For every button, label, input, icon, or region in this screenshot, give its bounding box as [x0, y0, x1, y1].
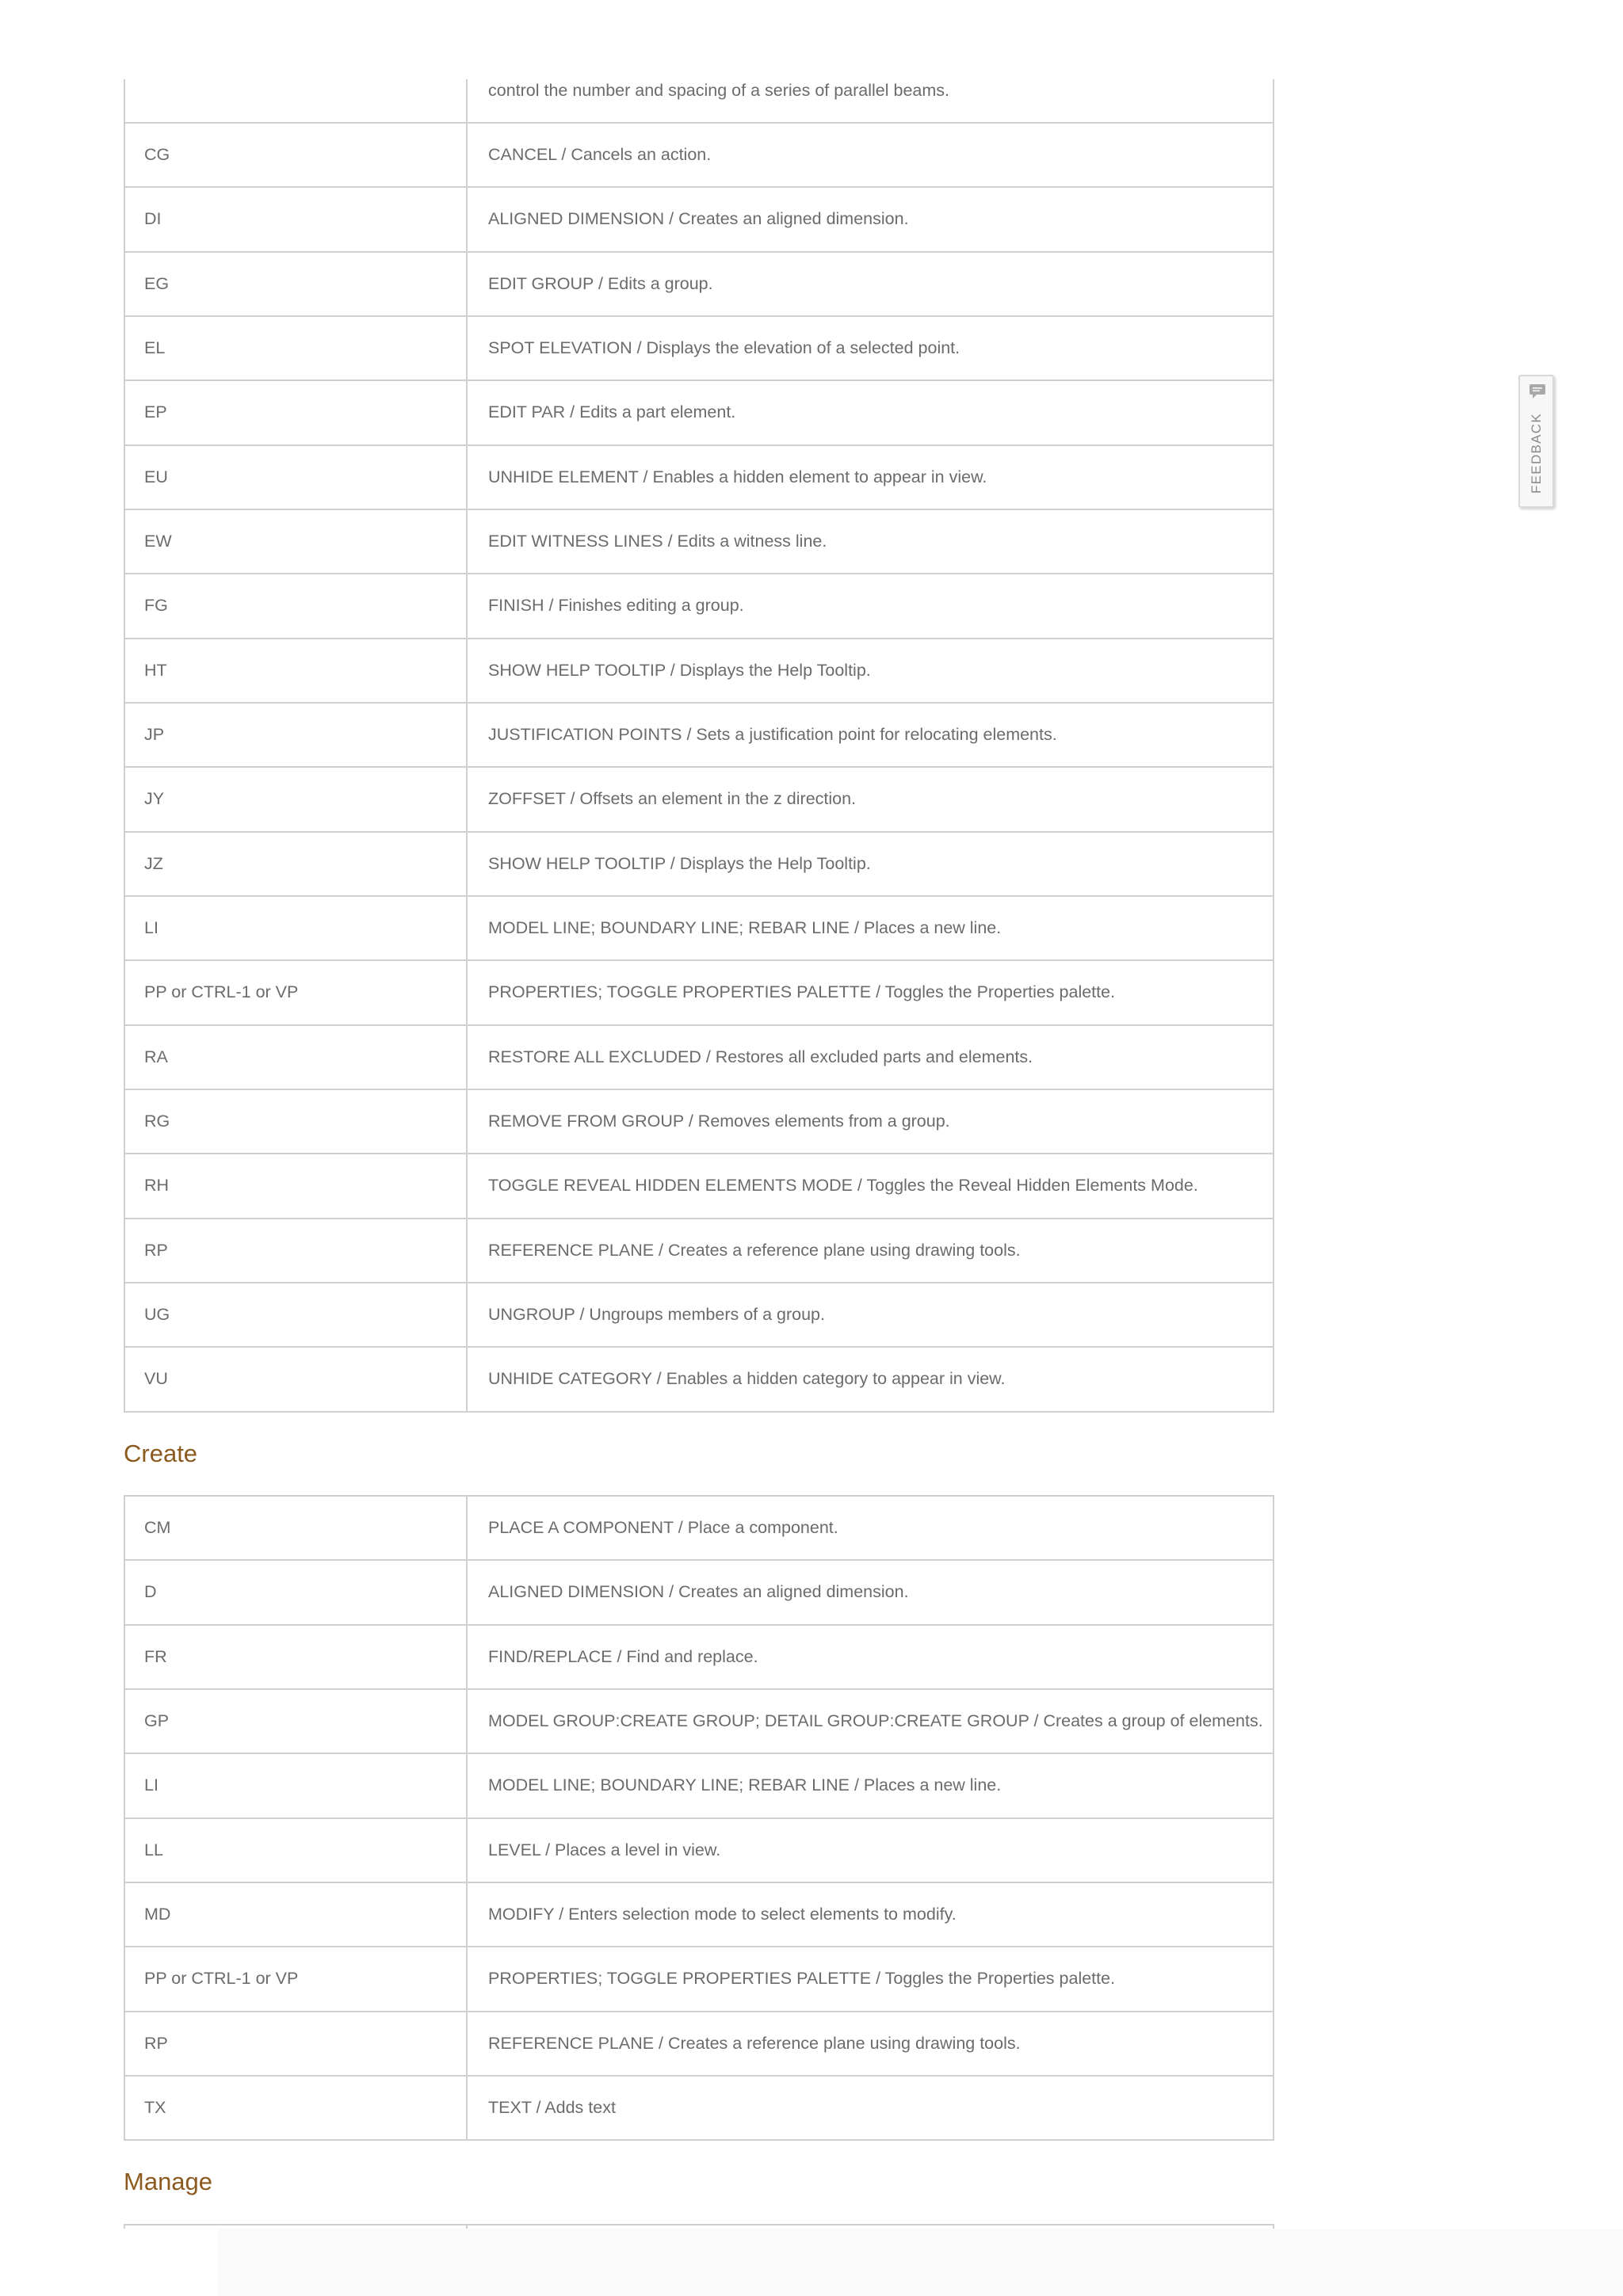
shortcut-description-cell: REMOVE FROM GROUP / Removes elements from a group. — [488, 1112, 950, 1131]
shortcut-key-cell: CM — [125, 1497, 468, 1559]
shortcut-description-cell: TEXT / Adds text — [488, 2098, 616, 2118]
table-row — [125, 1497, 1273, 1561]
shortcut-key-cell: MD — [125, 1883, 468, 1946]
table-row — [125, 961, 1273, 1025]
shortcut-key-cell: RA — [125, 1026, 468, 1089]
table-row — [125, 897, 1273, 961]
shortcut-key-cell: LL — [125, 1819, 468, 1882]
shortcut-description-cell: PROPERTIES; TOGGLE PROPERTIES PALETTE / Toggles the Properties palette. — [488, 1969, 1116, 1989]
shortcut-key-cell: PP or CTRL-1 or VP — [125, 1947, 468, 2010]
table-row — [125, 1561, 1273, 1625]
shortcut-key-cell: DI — [125, 188, 468, 250]
shortcut-description-cell: UNHIDE ELEMENT / Enables a hidden element to appear in view. — [488, 467, 987, 486]
shortcut-description-cell: SHOW HELP TOOLTIP / Displays the Help Tooltip. — [488, 853, 871, 873]
feedback-label: FEEDBACK — [1528, 412, 1544, 494]
table-row — [125, 768, 1273, 832]
table-row — [125, 1754, 1273, 1818]
speech-bubble-icon — [1529, 383, 1546, 399]
shortcut-key-cell: JP — [125, 704, 468, 766]
shortcut-description-cell: EDIT WITNESS LINES / Edits a witness line. — [488, 532, 827, 551]
table-row — [125, 1348, 1273, 1412]
section-heading-manage: Manage — [124, 2168, 213, 2195]
shortcut-key-cell: JZ — [125, 833, 468, 895]
shortcut-description-cell: SHOW HELP TOOLTIP / Displays the Help Tooltip. — [488, 660, 871, 680]
shortcut-description-cell: PROPERTIES; TOGGLE PROPERTIES PALETTE / Toggles the Properties palette. — [488, 982, 1116, 1002]
shortcut-key-cell: LI — [125, 1754, 468, 1817]
shortcut-description-cell: MODEL GROUP:CREATE GROUP; DETAIL GROUP:CREATE GROUP / Creates a group of elements. — [488, 1711, 1263, 1731]
shortcut-key-cell: RP — [125, 2012, 468, 2075]
shortcut-key-cell: LI — [125, 897, 468, 959]
shortcut-description-cell: UNHIDE CATEGORY / Enables a hidden category to appear in view. — [488, 1369, 1006, 1389]
shortcut-key-cell: CG — [125, 124, 468, 186]
table-row — [125, 1626, 1273, 1690]
table-row — [125, 317, 1273, 381]
feedback-tab[interactable] — [1518, 375, 1554, 508]
shortcut-description-cell: PLACE A COMPONENT / Place a component. — [488, 1518, 838, 1538]
shortcut-key-cell: VU — [125, 1348, 468, 1410]
shortcut-key-cell: EL — [125, 317, 468, 379]
footer-overlay — [0, 2229, 1623, 2296]
table-row — [125, 1154, 1273, 1219]
shortcut-description-cell: FIND/REPLACE / Find and replace. — [488, 1646, 758, 1666]
footer-panel — [218, 2229, 1623, 2296]
table-row — [125, 2077, 1273, 2141]
table-row — [125, 253, 1273, 317]
shortcut-key-cell: EW — [125, 510, 468, 573]
shortcut-description-cell: REFERENCE PLANE / Creates a reference plane using drawing tools. — [488, 1240, 1021, 1260]
shortcut-description-cell: SPOT ELEVATION / Displays the elevation of a selected point. — [488, 338, 960, 358]
table-row — [125, 1283, 1273, 1348]
table-row — [125, 1883, 1273, 1947]
shortcut-key-cell: EG — [125, 253, 468, 315]
table-row — [125, 1219, 1273, 1283]
table-row — [125, 1090, 1273, 1154]
shortcut-key-cell: JY — [125, 768, 468, 830]
shortcut-table-create — [124, 1495, 1274, 2141]
header-mask — [0, 0, 1623, 79]
shortcut-description-cell: FINISH / Finishes editing a group. — [488, 596, 744, 616]
shortcut-description-cell: MODEL LINE; BOUNDARY LINE; REBAR LINE / Places a new line. — [488, 1775, 1002, 1795]
table-row — [125, 1819, 1273, 1883]
shortcut-key-cell: FG — [125, 574, 468, 637]
shortcut-key-cell: RH — [125, 1154, 468, 1217]
shortcut-description-cell: EDIT GROUP / Edits a group. — [488, 273, 713, 293]
table-row — [125, 1947, 1273, 2012]
shortcut-key-cell: GP — [125, 1690, 468, 1753]
shortcut-table — [124, 59, 1274, 1413]
shortcut-description-cell: ALIGNED DIMENSION / Creates an aligned dimension. — [488, 1582, 909, 1602]
shortcut-key-cell: TX — [125, 2077, 468, 2139]
table-row — [125, 704, 1273, 768]
shortcut-description-cell: ZOFFSET / Offsets an element in the z direction. — [488, 789, 857, 809]
table-row — [125, 574, 1273, 639]
shortcut-description-cell: UNGROUP / Ungroups members of a group. — [488, 1305, 825, 1325]
shortcut-description-cell: MODIFY / Enters selection mode to select elements to modify. — [488, 1905, 957, 1924]
shortcut-description-cell: EDIT PAR / Edits a part element. — [488, 402, 736, 422]
shortcut-description-cell: JUSTIFICATION POINTS / Sets a justification point for relocating elements. — [488, 725, 1057, 745]
table-row — [125, 381, 1273, 445]
table-row — [125, 1690, 1273, 1754]
table-row — [125, 833, 1273, 897]
table-row — [125, 188, 1273, 252]
shortcut-description-cell: control the number and spacing of a series of parallel beams. — [488, 81, 950, 100]
shortcut-key-cell: RG — [125, 1090, 468, 1153]
shortcut-description-cell: LEVEL / Places a level in view. — [488, 1840, 721, 1859]
shortcut-key-cell: UG — [125, 1283, 468, 1346]
shortcut-description-cell: MODEL LINE; BOUNDARY LINE; REBAR LINE / Places a new line. — [488, 918, 1002, 938]
table-row — [125, 1026, 1273, 1090]
table-row — [125, 510, 1273, 574]
shortcut-key-cell: EU — [125, 446, 468, 509]
shortcut-description-cell: CANCEL / Cancels an action. — [488, 145, 712, 165]
shortcut-description-cell: REFERENCE PLANE / Creates a reference plane using drawing tools. — [488, 2033, 1021, 2053]
shortcut-description-cell: TOGGLE REVEAL HIDDEN ELEMENTS MODE / Toggles the Reveal Hidden Elements Mode. — [488, 1176, 1198, 1196]
table-row — [125, 446, 1273, 510]
shortcut-description-cell: RESTORE ALL EXCLUDED / Restores all excluded parts and elements. — [488, 1047, 1033, 1066]
shortcut-description-cell: ALIGNED DIMENSION / Creates an aligned dimension. — [488, 209, 909, 229]
shortcut-key-cell: EP — [125, 381, 468, 444]
section-heading-create: Create — [124, 1440, 198, 1467]
shortcut-key-cell: PP or CTRL-1 or VP — [125, 961, 468, 1024]
shortcut-key-cell: FR — [125, 1626, 468, 1688]
table-row — [125, 639, 1273, 704]
table-row — [125, 124, 1273, 188]
shortcut-key-cell: HT — [125, 639, 468, 702]
shortcut-key-cell: RP — [125, 1219, 468, 1282]
table-row — [125, 2012, 1273, 2077]
shortcut-key-cell: D — [125, 1561, 468, 1623]
